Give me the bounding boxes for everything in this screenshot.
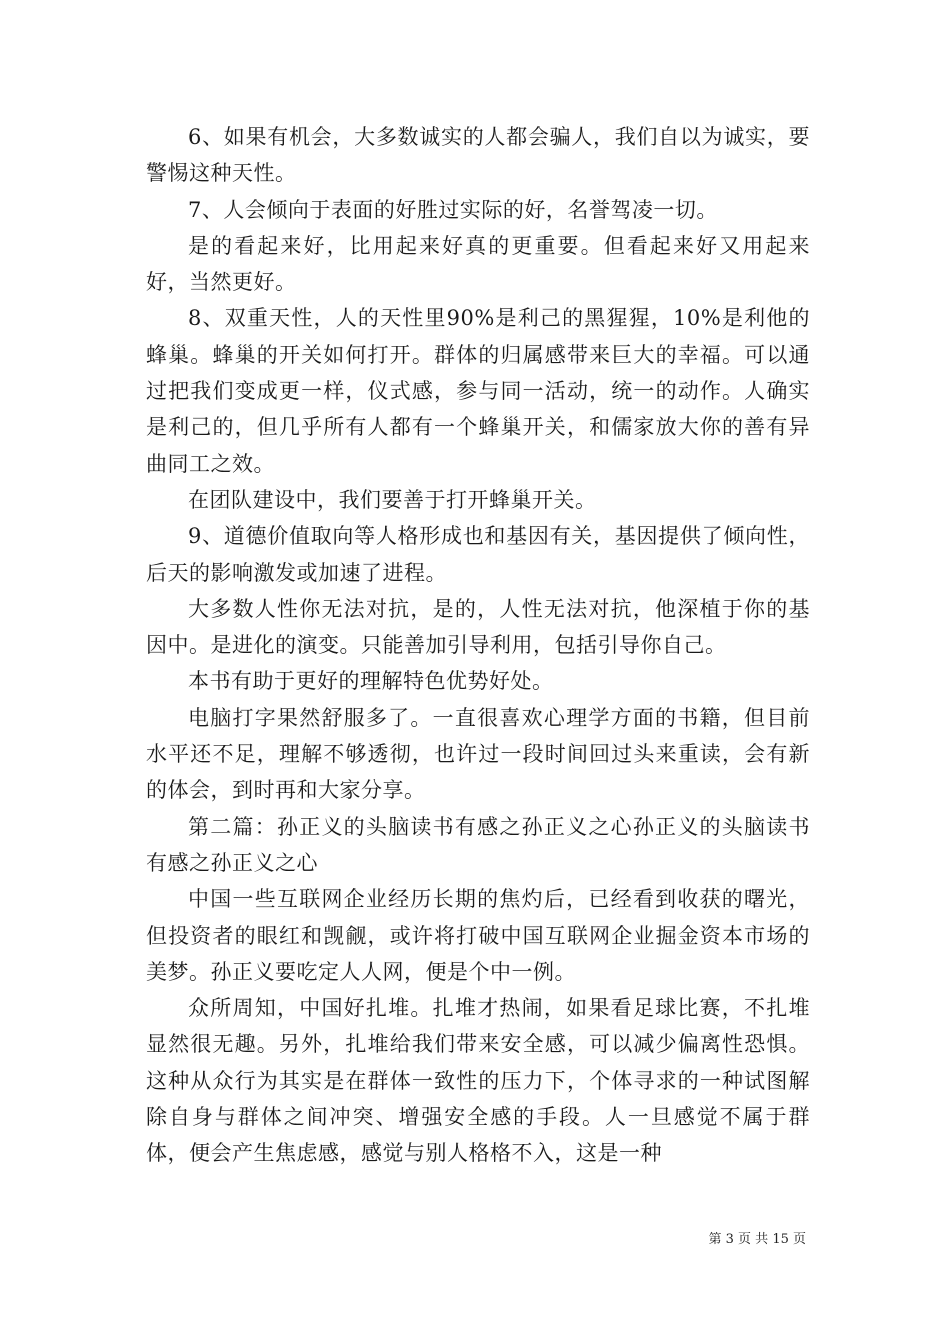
document-body [146,119,810,1172]
paragraph-9-comment: 大多数人性你无法对抗，是的，人性无法对抗，他深植于你的基因中。是进化的演变。只能善加引导利用，包括引导你自己。 [146,596,810,658]
paragraph-8-comment: 在团队建设中，我们要善于打开蜂巢开关。 [188,487,597,512]
paragraph-section2-body: 众所周知，中国好扎堆。扎堆才热闹，如果看足球比赛，不扎堆显然很无趣。另外，扎堆给我们带来安全感，可以减少偏离性恐惧。这种从众行为其实是在群体一致性的压力下，个体寻求的一种试图解除自身与群体之间冲突、增强安全感的手段。人一旦感觉不属于群体，便会产生焦虑感，感觉与别人格格不入，这是一种 [146,996,810,1166]
paragraph-summary: 本书有助于更好的理解特色优势好处。 [188,669,554,694]
paragraph-closing: 电脑打字果然舒服多了。一直很喜欢心理学方面的书籍，但目前水平还不足，理解不够透彻，也许过一段时间回过头来重读，会有新的体会，到时再和大家分享。 [146,705,810,803]
paragraph-9: 9、道德价值取向等人格形成也和基因有关，基因提供了倾向性，后天的影响激发或加速了进程。 [146,524,810,585]
section-heading: 第二篇：孙正义的头脑读书有感之孙正义之心孙正义的头脑读书有感之孙正义之心 [146,814,810,875]
paragraph-6: 6、如果有机会，大多数诚实的人都会骗人，我们自以为诚实，要警惕这种天性。 [146,125,810,186]
paragraph-7: 7、人会倾向于表面的好胜过实际的好，名誉驾凌一切。 [188,197,718,222]
paragraph-section2-intro: 中国一些互联网企业经历长期的焦灼后，已经看到收获的曙光，但投资者的眼红和觊觎，或许将打破中国互联网企业掘金资本市场的美梦。孙正义要吃定人人网，便是个中一例。 [146,887,810,984]
paragraph-8: 8、双重天性，人的天性里90%是利己的黑猩猩，10%是利他的蜂巢。蜂巢的开关如何打开。群体的归属感带来巨大的幸福。可以通过把我们变成更一样，仪式感，参与同一活动，统一的动作。人确实是利己的，但几乎所有人都有一个蜂巢开关，和儒家放大你的善有异曲同工之效。 [146,306,810,476]
paragraph-7-comment: 是的看起来好，比用起来好真的更重要。但看起来好又用起来好，当然更好。 [146,233,810,295]
page-number: 第 3 页 共 15 页 [708,1232,806,1247]
